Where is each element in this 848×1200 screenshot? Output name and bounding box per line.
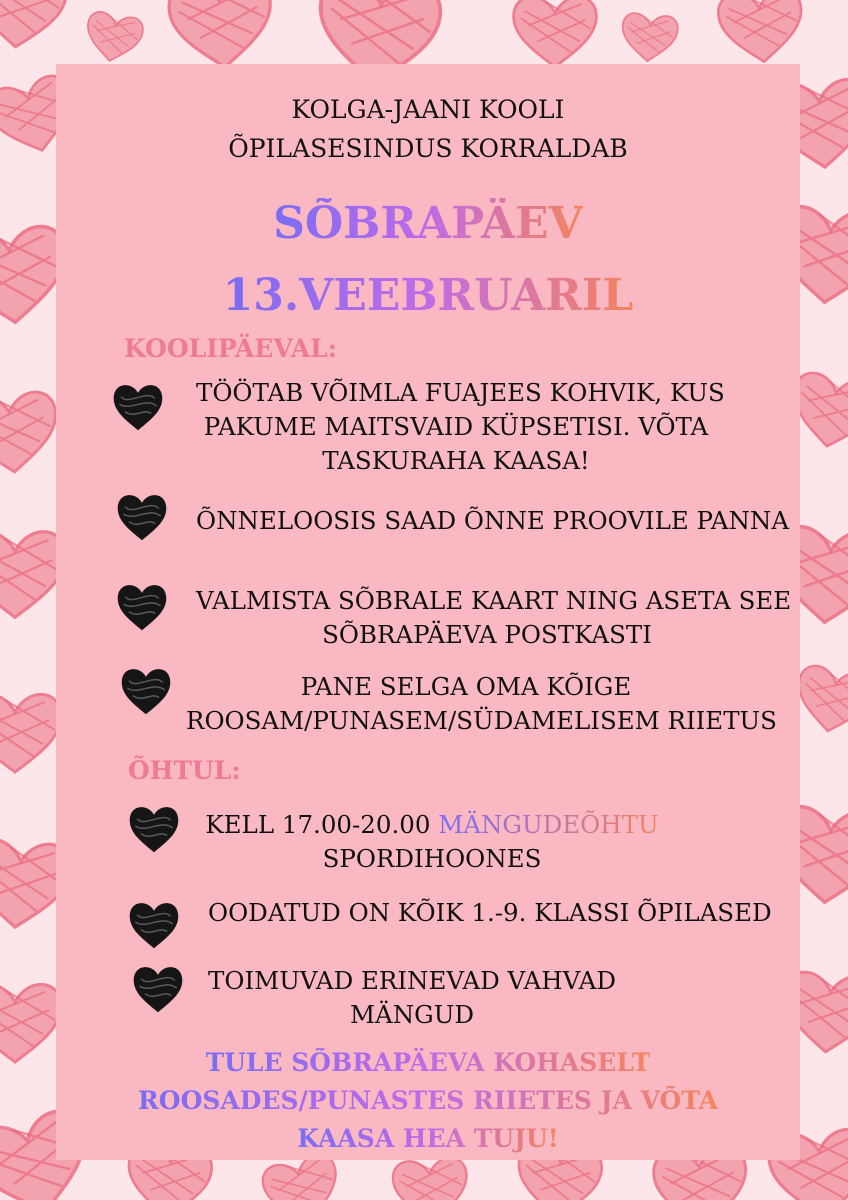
scribble-heart-icon	[167, 0, 275, 71]
list-item-line: ÕNNELOOSIS SAAD ÕNNE PROOVILE PANNA	[196, 506, 790, 535]
poster-panel	[56, 64, 800, 1160]
section-heading-day: KOOLIPÄEVAL:	[124, 334, 337, 363]
list-item-line: SPORDIHOONES	[322, 844, 542, 873]
list-item-line: TASKURAHA KAASA!	[322, 446, 590, 475]
scribble-heart-icon	[0, 390, 60, 475]
organizer-line-1: KOLGA-JAANI KOOLI	[291, 95, 565, 124]
scribble-heart-icon	[792, 663, 848, 737]
list-item-line: ROOSAM/PUNASEM/SÜDAMELISEM RIIETUS	[186, 706, 777, 735]
list-item-lottery	[196, 504, 790, 538]
list-item-card	[196, 584, 792, 652]
list-item-game-night	[192, 808, 672, 876]
list-item-line: KELL 17.00-20.00	[205, 810, 439, 839]
heart-icon	[126, 896, 182, 952]
scribble-heart-icon	[514, 0, 597, 67]
scribble-heart-icon	[717, 0, 806, 65]
list-item-cafe	[196, 376, 725, 478]
event-title: SÕBRAPÄEV	[273, 198, 583, 249]
heart-icon	[110, 378, 166, 434]
scribble-heart-icon	[0, 984, 61, 1062]
heart-icon	[126, 800, 182, 856]
closing-line-1: TULE SÕBRAPÄEVA KOHASELT	[205, 1048, 651, 1077]
list-item-line: PAKUME MAITSVAID KÜPSETISI. VÕTA	[203, 412, 709, 441]
organizer-line-2: ÕPILASESINDUS KORRALDAB	[228, 134, 628, 163]
list-item-games	[196, 964, 628, 1032]
scribble-heart-icon	[0, 0, 68, 51]
game-night-highlight: MÄNGUDEÕHTU	[438, 810, 659, 839]
scribble-heart-icon	[392, 1156, 471, 1200]
section-heading-evening: ÕHTUL:	[128, 756, 241, 785]
list-item-line: SÕBRAPÄEVA POSTKASTI	[322, 620, 652, 649]
heart-icon	[118, 662, 174, 718]
list-item-line: VALMISTA SÕBRALE KAART NING ASETA SEE	[196, 586, 792, 615]
heart-icon	[114, 488, 170, 544]
list-item-line: TOIMUVAD ERINEVAD VAHVAD	[208, 966, 616, 995]
scribble-heart-icon	[0, 694, 61, 772]
event-date: 13.VEEBRUARIL	[222, 270, 634, 321]
list-item-line: PANE SELGA OMA KÕIGE	[300, 672, 632, 701]
closing-line-3: KAASA HEA TUJU!	[297, 1124, 559, 1153]
list-item-line: MÄNGUD	[349, 1000, 475, 1029]
heart-icon	[130, 960, 186, 1016]
list-item-line: OODATUD ON KÕIK 1.-9. KLASSI ÕPILASED	[208, 898, 772, 927]
list-item-invited	[208, 896, 772, 930]
scribble-heart-icon	[82, 10, 144, 65]
scribble-heart-icon	[620, 12, 679, 63]
list-item-clothing	[186, 670, 777, 738]
closing-line-2: ROOSADES/PUNASTES RIIETES JA VÕTA	[138, 1086, 718, 1115]
heart-icon	[114, 578, 170, 634]
list-item-line: TÖÖTAB VÕIMLA FUAJEES KOHVIK, KUS	[196, 378, 725, 407]
